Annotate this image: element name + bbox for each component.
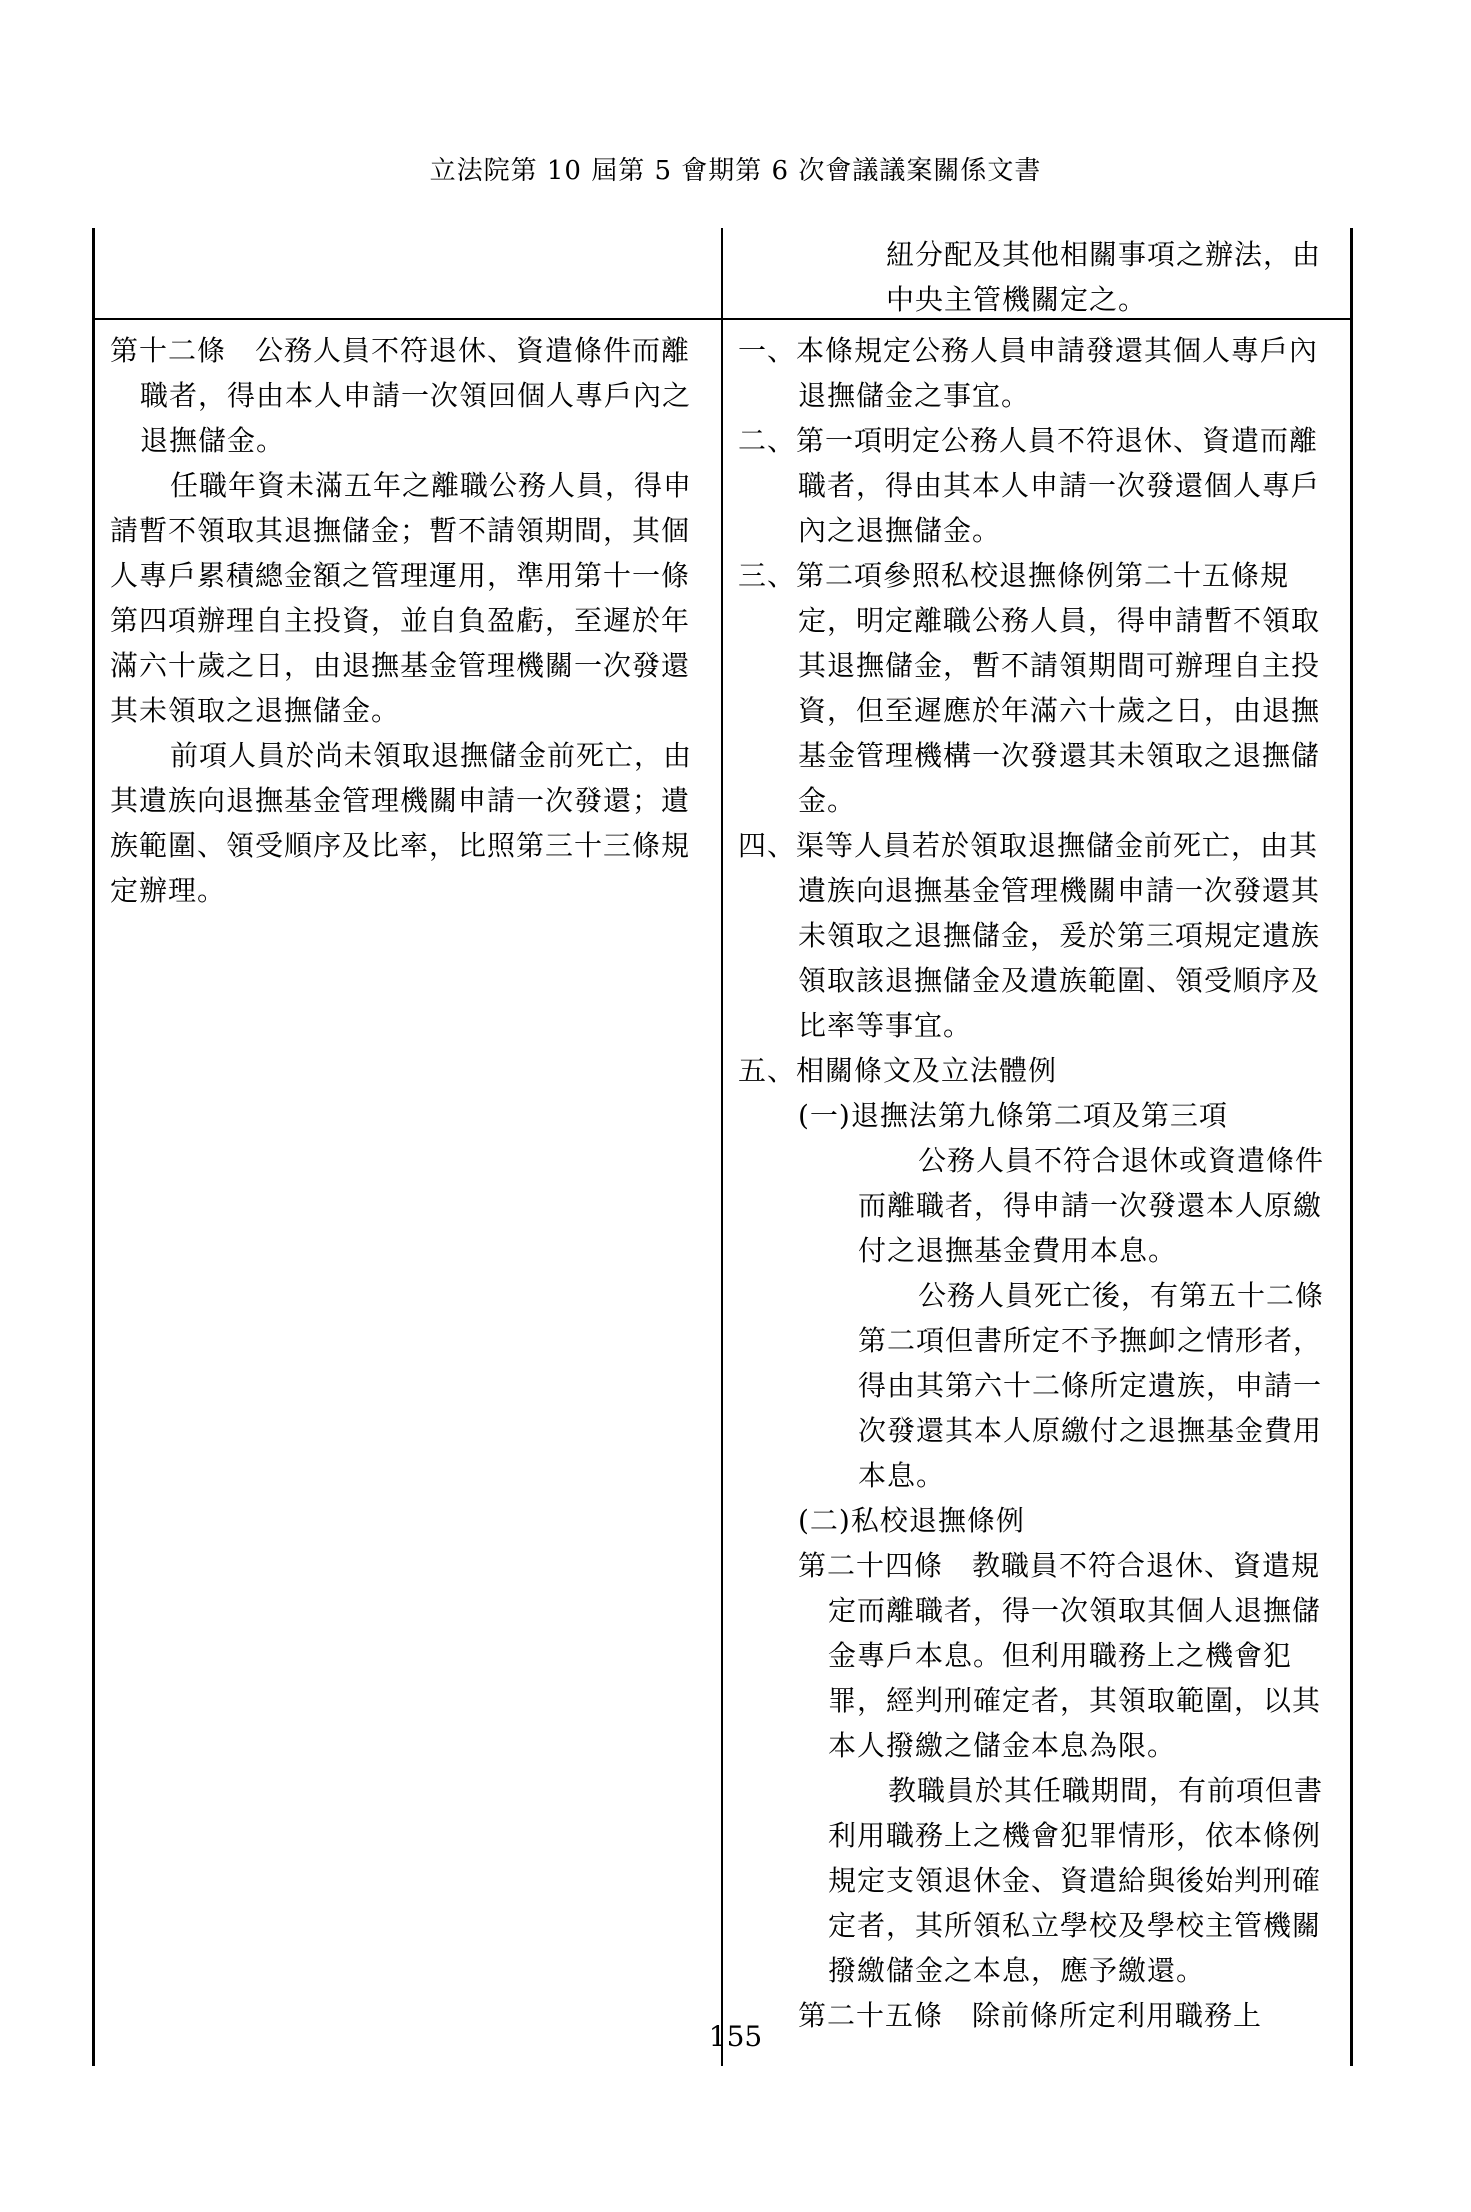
top-right-line-1: 紐分配及其他相關事項之辦法，由 [886, 238, 1322, 271]
explanation-item-2: 二、第一項明定公務人員不符退休、資遣而離職者，得由其本人申請一次發還個人專戶內之退撫儲金。 [738, 424, 1321, 547]
table-center-divider [721, 228, 723, 2066]
sub-item-1-paragraph-2: 公務人員死亡後，有第五十二條第二項但書所定不予撫卹之情形者，得由其第六十二條所定遺族，申請一次發還其本人原繳付之退撫基金費用本息。 [858, 1279, 1325, 1492]
sub-item-2-title: (二)私校退撫條例 [798, 1504, 1025, 1537]
article-12-paragraph-2: 任職年資未滿五年之離職公務人員，得申請暫不領取其退撫儲金；暫不請領期間，其個人專戶累積總金額之管理運用，準用第十一條第四項辦理自主投資，並自負盈虧，至遲於年滿六十歲之日，由退撫基金管理機關一次發還其未領取之退撫儲金。 [110, 469, 693, 727]
sub-item-1-title: (一)退撫法第九條第二項及第三項 [798, 1099, 1228, 1132]
sub-item-1-paragraph-1: 公務人員不符合退休或資遣條件而離職者，得申請一次發還本人原繳付之退撫基金費用本息。 [858, 1144, 1325, 1267]
page-header: 立法院第 10 屆第 5 會期第 6 次會議議案關係文書 [429, 156, 1042, 186]
explanation-item-4: 四、渠等人員若於領取退撫儲金前死亡，由其遺族向退撫基金管理機關申請一次發還其未領取之退撫儲金，爰於第三項規定遺族領取該退撫儲金及遺族範圍、領受順序及比率等事宜。 [738, 829, 1321, 1042]
explanation-item-1: 一、本條規定公務人員申請發還其個人專戶內退撫儲金之事宜。 [738, 334, 1319, 412]
page-number: 155 [708, 2020, 763, 2053]
top-right-line-2: 中央主管機關定之。 [886, 283, 1148, 316]
article-24-text: 第二十四條 教職員不符合退休、資遣規定而離職者，得一次領取其個人退撫儲金專戶本息。但利用職務上之機會犯罪，經判刑確定者，其領取範圍，以其本人撥繳之儲金本息為限。 [798, 1549, 1322, 1762]
table-left-border [92, 228, 95, 2066]
article-12-paragraph-3: 前項人員於尚未領取退撫儲金前死亡，由其遺族向退撫基金管理機關申請一次發還；遺族範圍、領受順序及比率，比照第三十三條規定辦理。 [110, 739, 693, 907]
explanation-item-3: 三、第二項參照私校退撫條例第二十五條規定，明定離職公務人員，得申請暫不領取其退撫儲金，暫不請領期間可辦理自主投資，但至遲應於年滿六十歲之日，由退撫基金管理機構一次發還其未領取之退撫儲金。 [738, 559, 1321, 817]
article-25-text: 第二十五條 除前條所定利用職務上 [798, 1999, 1263, 2032]
table-right-border [1350, 228, 1353, 2066]
explanation-item-5: 五、相關條文及立法體例 [738, 1054, 1058, 1087]
article-24-paragraph-2: 教職員於其任職期間，有前項但書利用職務上之機會犯罪情形，依本條例規定支領退休金、資遣給與後始判刑確定者，其所領私立學校及學校主管機關撥繳儲金之本息，應予繳還。 [828, 1774, 1324, 1987]
left-column [110, 328, 710, 913]
top-right-cell [886, 232, 1346, 322]
right-column [738, 328, 1338, 2038]
article-12-heading: 第十二條 公務人員不符退休、資遣條件而離職者，得由本人申請一次領回個人專戶內之退撫儲金。 [110, 334, 692, 457]
